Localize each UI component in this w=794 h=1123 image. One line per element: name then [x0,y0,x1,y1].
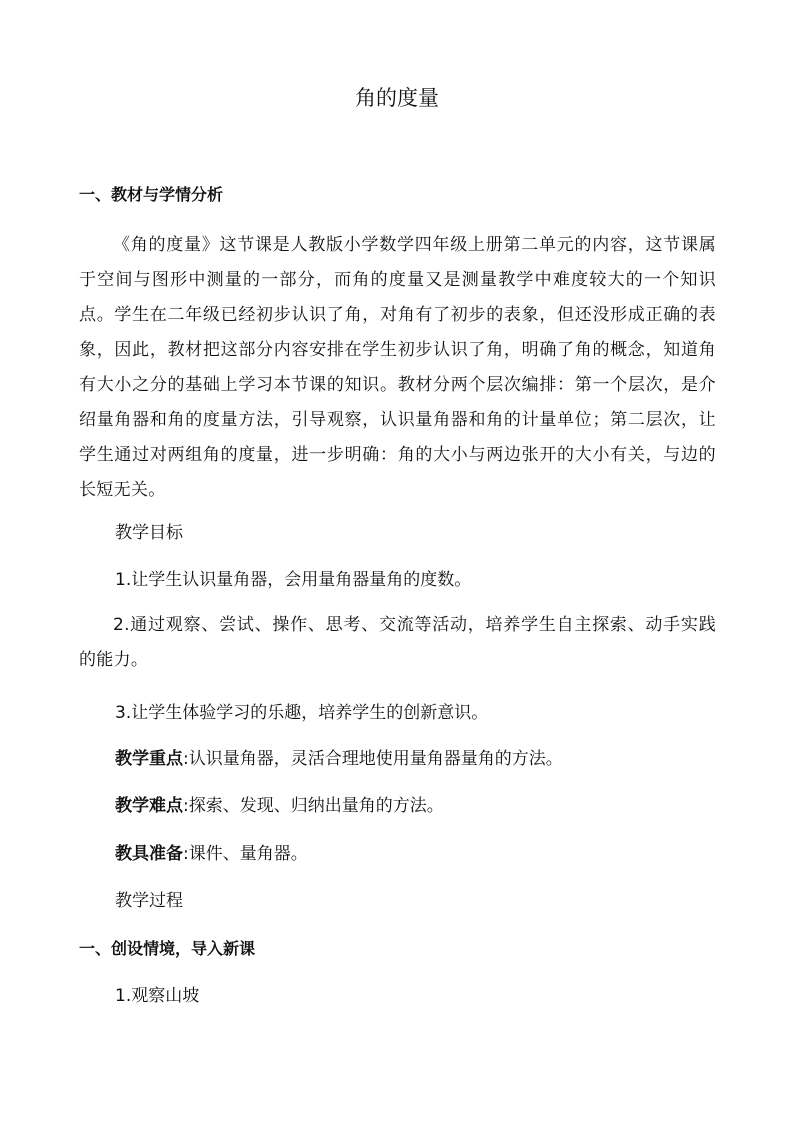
document-title: 角的度量 [355,86,439,110]
key-point-text: :认识量角器，灵活合理地使用量角器量角的方法。 [183,749,563,769]
difficult-point-label: 教学难点 [115,796,183,816]
materials-text: :课件、量角器。 [183,844,308,864]
key-point [79,748,752,770]
difficult-point-text: :探索、发现、归纳出量角的方法。 [183,796,444,816]
step1-item-1: 1.观察山坡 [115,986,200,1006]
objective-item-1: 1.让学生认识量角器，会用量角器量角的度数。 [115,570,472,590]
objective-item-3: 3.让学生体验学习的乐趣，培养学生的创新意识。 [115,703,489,723]
key-point-label: 教学重点 [115,749,183,769]
materials [79,843,752,865]
objectives-heading: 教学目标 [115,523,183,543]
section-heading-analysis: 一、教材与学情分析 [79,185,224,204]
objective-item-2: 2.通过观察、尝试、操作、思考、交流等活动，培养学生自主探索、动手实践的能力。 [79,615,716,670]
difficult-point [79,795,752,817]
intro-paragraph: 《角的度量》这节课是人教版小学数学四年级上册第二单元的内容，这节课属于空间与图形中测量的一部分，而角的度量又是测量教学中难度较大的一个知识点。学生在二年级已经初步认识了角，对角有了初步的表象，但还没形成正确的表象，因此，教材把这部分内容安排在学生初步认识了角，明确了角的概念，知道角有大小之分的基础上学习本节课的知识。教材分两个层次编排：第一个层次，是介绍量角器和角的度量方法，引导观察，认识量角器和角的计量单位；第二层次，让学生通过对两组角的度量，进一步明确：角的大小与两边张开的大小有关，与边的长短无关。 [79,235,716,500]
process-heading: 教学过程 [115,891,183,911]
materials-label: 教具准备 [115,844,183,864]
step1-heading: 一、创设情境，导入新课 [79,939,256,958]
